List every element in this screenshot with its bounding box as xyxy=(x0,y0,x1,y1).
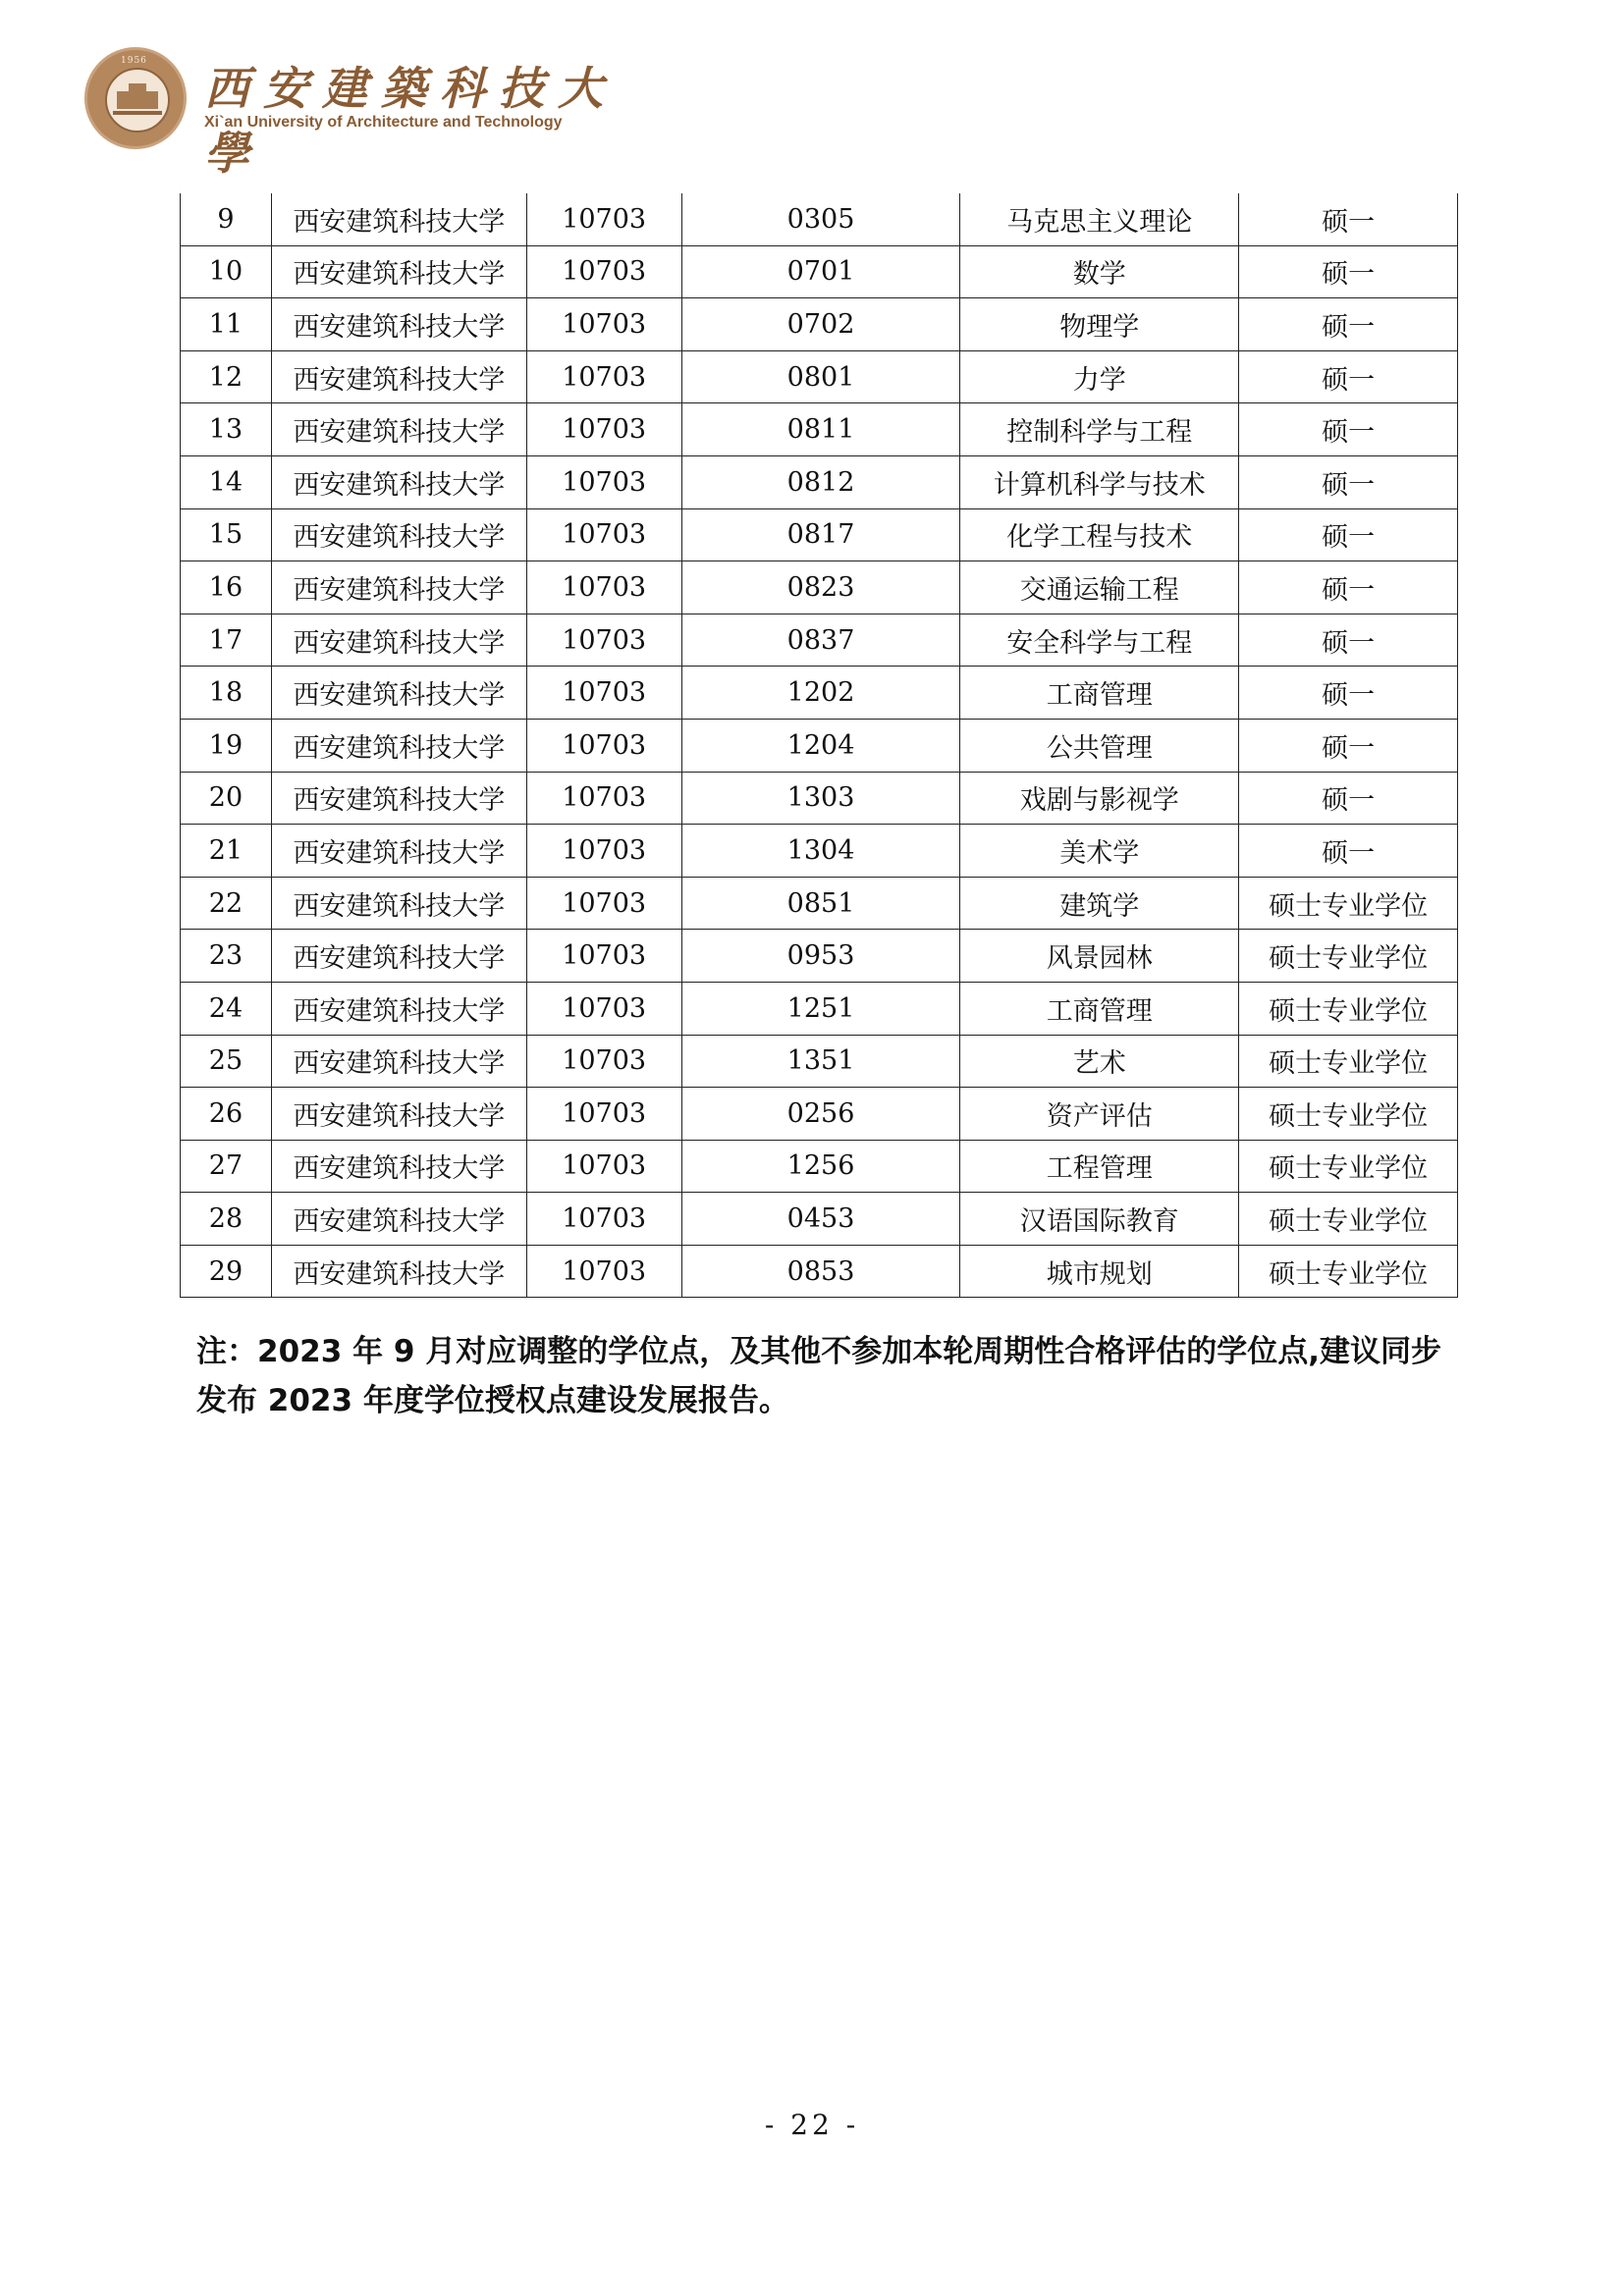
university-name: 西安建筑科技大学 xyxy=(271,930,526,983)
university-name: 西安建筑科技大学 xyxy=(271,1035,526,1088)
university-code: 10703 xyxy=(526,1088,681,1141)
university-code: 10703 xyxy=(526,455,681,508)
row-index: 27 xyxy=(181,1140,272,1193)
degree-type: 硕一 xyxy=(1239,455,1458,508)
degree-type: 硕一 xyxy=(1239,508,1458,561)
table-row xyxy=(181,193,1458,245)
university-code: 10703 xyxy=(526,930,681,983)
table-row xyxy=(181,825,1458,878)
university-code: 10703 xyxy=(526,825,681,878)
university-seal-logo xyxy=(84,47,187,149)
subject-name: 艺术 xyxy=(960,1035,1239,1088)
degree-type: 硕一 xyxy=(1239,193,1458,245)
page-number: - 22 - xyxy=(764,2109,860,2141)
subject-code: 1351 xyxy=(681,1035,960,1088)
subject-code: 0953 xyxy=(681,930,960,983)
degree-type: 硕士专业学位 xyxy=(1239,1035,1458,1088)
subject-name: 控制科学与工程 xyxy=(960,403,1239,456)
subject-code: 0837 xyxy=(681,614,960,667)
table-row xyxy=(181,1245,1458,1298)
subject-code: 0811 xyxy=(681,403,960,456)
university-code: 10703 xyxy=(526,877,681,930)
degree-type: 硕士专业学位 xyxy=(1239,1245,1458,1298)
university-code: 10703 xyxy=(526,982,681,1035)
row-index: 11 xyxy=(181,298,272,351)
row-index: 20 xyxy=(181,772,272,825)
row-index: 17 xyxy=(181,614,272,667)
table-row xyxy=(181,1088,1458,1141)
subject-name: 工商管理 xyxy=(960,667,1239,720)
university-name: 西安建筑科技大学 xyxy=(271,193,526,245)
subject-code: 1304 xyxy=(681,825,960,878)
subject-name: 资产评估 xyxy=(960,1088,1239,1141)
university-code: 10703 xyxy=(526,1193,681,1246)
table-row xyxy=(181,1140,1458,1193)
university-name-cn: 西安建築科技大學 xyxy=(204,62,617,180)
university-name: 西安建筑科技大学 xyxy=(271,508,526,561)
subject-code: 0817 xyxy=(681,508,960,561)
university-name: 西安建筑科技大学 xyxy=(271,982,526,1035)
table-row xyxy=(181,350,1458,403)
degree-type: 硕一 xyxy=(1239,350,1458,403)
university-name-en: Xi`an University of Architecture and Technology xyxy=(204,114,563,131)
table-row xyxy=(181,772,1458,825)
row-index: 19 xyxy=(181,719,272,772)
degree-points-table xyxy=(180,193,1458,1298)
subject-name: 风景园林 xyxy=(960,930,1239,983)
subject-name: 工程管理 xyxy=(960,1140,1239,1193)
university-code: 10703 xyxy=(526,350,681,403)
subject-code: 1204 xyxy=(681,719,960,772)
university-name: 西安建筑科技大学 xyxy=(271,877,526,930)
row-index: 9 xyxy=(181,193,272,245)
subject-code: 0701 xyxy=(681,245,960,298)
row-index: 13 xyxy=(181,403,272,456)
university-code: 10703 xyxy=(526,614,681,667)
row-index: 10 xyxy=(181,245,272,298)
degree-type: 硕士专业学位 xyxy=(1239,930,1458,983)
university-code: 10703 xyxy=(526,298,681,351)
footnote: 注：2023 年 9 月对应调整的学位点，及其他不参加本轮周期性合格评估的学位点,建议同步发布 2023 年度学位授权点建设发展报告。 xyxy=(196,1334,1441,1418)
table-row xyxy=(181,455,1458,508)
subject-code: 1256 xyxy=(681,1140,960,1193)
row-index: 26 xyxy=(181,1088,272,1141)
row-index: 21 xyxy=(181,825,272,878)
seal-year: 1956 xyxy=(121,56,147,66)
subject-name: 公共管理 xyxy=(960,719,1239,772)
university-code: 10703 xyxy=(526,1035,681,1088)
university-code: 10703 xyxy=(526,508,681,561)
subject-code: 1202 xyxy=(681,667,960,720)
university-name: 西安建筑科技大学 xyxy=(271,825,526,878)
university-name: 西安建筑科技大学 xyxy=(271,772,526,825)
subject-name: 建筑学 xyxy=(960,877,1239,930)
subject-name: 力学 xyxy=(960,350,1239,403)
university-name: 西安建筑科技大学 xyxy=(271,1088,526,1141)
table-row xyxy=(181,667,1458,720)
subject-name: 物理学 xyxy=(960,298,1239,351)
degree-type: 硕一 xyxy=(1239,245,1458,298)
row-index: 16 xyxy=(181,561,272,614)
degree-type: 硕士专业学位 xyxy=(1239,877,1458,930)
university-name: 西安建筑科技大学 xyxy=(271,614,526,667)
subject-name: 城市规划 xyxy=(960,1245,1239,1298)
subject-code: 0812 xyxy=(681,455,960,508)
table-row xyxy=(181,245,1458,298)
degree-type: 硕一 xyxy=(1239,667,1458,720)
subject-code: 0801 xyxy=(681,350,960,403)
degree-type: 硕一 xyxy=(1239,403,1458,456)
university-name: 西安建筑科技大学 xyxy=(271,719,526,772)
subject-name: 化学工程与技术 xyxy=(960,508,1239,561)
degree-type: 硕一 xyxy=(1239,561,1458,614)
table-row xyxy=(181,614,1458,667)
table-row xyxy=(181,403,1458,456)
row-index: 28 xyxy=(181,1193,272,1246)
university-code: 10703 xyxy=(526,193,681,245)
subject-code: 0823 xyxy=(681,561,960,614)
table-row xyxy=(181,877,1458,930)
university-code: 10703 xyxy=(526,245,681,298)
subject-name: 计算机科学与技术 xyxy=(960,455,1239,508)
subject-name: 交通运输工程 xyxy=(960,561,1239,614)
university-code: 10703 xyxy=(526,561,681,614)
table-row xyxy=(181,930,1458,983)
university-name: 西安建筑科技大学 xyxy=(271,1140,526,1193)
degree-type: 硕一 xyxy=(1239,298,1458,351)
subject-code: 0256 xyxy=(681,1088,960,1141)
subject-code: 0853 xyxy=(681,1245,960,1298)
subject-code: 0305 xyxy=(681,193,960,245)
seal-building-icon xyxy=(105,68,170,133)
table-row xyxy=(181,508,1458,561)
degree-type: 硕士专业学位 xyxy=(1239,1140,1458,1193)
row-index: 24 xyxy=(181,982,272,1035)
university-name: 西安建筑科技大学 xyxy=(271,455,526,508)
subject-code: 0453 xyxy=(681,1193,960,1246)
row-index: 23 xyxy=(181,930,272,983)
degree-type: 硕一 xyxy=(1239,825,1458,878)
university-name: 西安建筑科技大学 xyxy=(271,667,526,720)
row-index: 12 xyxy=(181,350,272,403)
subject-name: 工商管理 xyxy=(960,982,1239,1035)
row-index: 15 xyxy=(181,508,272,561)
university-name: 西安建筑科技大学 xyxy=(271,350,526,403)
university-name: 西安建筑科技大学 xyxy=(271,298,526,351)
table-row xyxy=(181,561,1458,614)
subject-name: 马克思主义理论 xyxy=(960,193,1239,245)
university-code: 10703 xyxy=(526,403,681,456)
subject-code: 0702 xyxy=(681,298,960,351)
subject-name: 美术学 xyxy=(960,825,1239,878)
degree-type: 硕士专业学位 xyxy=(1239,1193,1458,1246)
subject-name: 戏剧与影视学 xyxy=(960,772,1239,825)
university-name: 西安建筑科技大学 xyxy=(271,561,526,614)
subject-code: 1251 xyxy=(681,982,960,1035)
university-code: 10703 xyxy=(526,1140,681,1193)
table-row xyxy=(181,298,1458,351)
table-row xyxy=(181,719,1458,772)
row-index: 18 xyxy=(181,667,272,720)
row-index: 29 xyxy=(181,1245,272,1298)
university-name: 西安建筑科技大学 xyxy=(271,245,526,298)
university-code: 10703 xyxy=(526,772,681,825)
university-name: 西安建筑科技大学 xyxy=(271,1193,526,1246)
university-code: 10703 xyxy=(526,1245,681,1298)
row-index: 25 xyxy=(181,1035,272,1088)
page-header xyxy=(84,47,674,180)
subject-code: 0851 xyxy=(681,877,960,930)
table-row xyxy=(181,1035,1458,1088)
degree-type: 硕士专业学位 xyxy=(1239,1088,1458,1141)
subject-code: 1303 xyxy=(681,772,960,825)
row-index: 22 xyxy=(181,877,272,930)
row-index: 14 xyxy=(181,455,272,508)
degree-type: 硕一 xyxy=(1239,719,1458,772)
university-code: 10703 xyxy=(526,667,681,720)
table-row xyxy=(181,982,1458,1035)
degree-type: 硕士专业学位 xyxy=(1239,982,1458,1035)
subject-name: 数学 xyxy=(960,245,1239,298)
subject-name: 安全科学与工程 xyxy=(960,614,1239,667)
degree-type: 硕一 xyxy=(1239,772,1458,825)
university-code: 10703 xyxy=(526,719,681,772)
table-row xyxy=(181,1193,1458,1246)
university-name: 西安建筑科技大学 xyxy=(271,403,526,456)
subject-name: 汉语国际教育 xyxy=(960,1193,1239,1246)
university-name: 西安建筑科技大学 xyxy=(271,1245,526,1298)
degree-type: 硕一 xyxy=(1239,614,1458,667)
